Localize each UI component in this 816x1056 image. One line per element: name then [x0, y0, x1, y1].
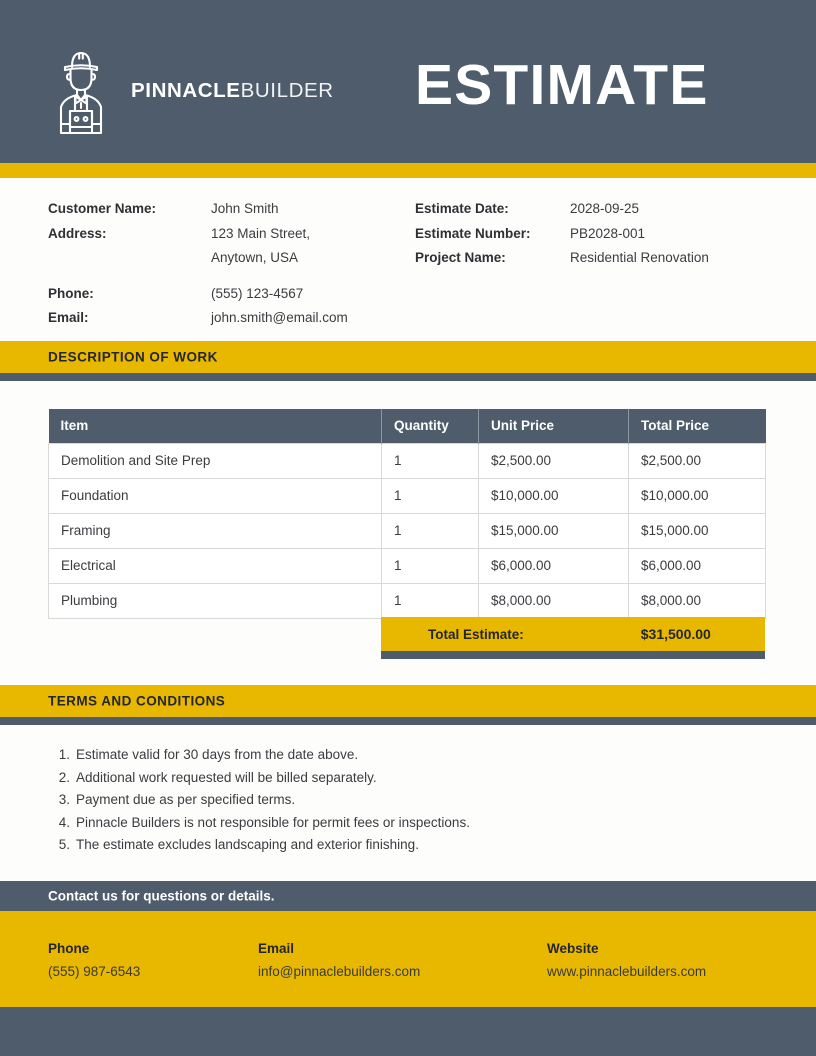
project-name-row — [415, 247, 795, 270]
customer-email-value: john.smith@email.com — [211, 310, 348, 325]
estimate-number-value: PB2028-001 — [570, 225, 646, 241]
table-row — [49, 549, 766, 584]
cell-item: Electrical — [49, 549, 382, 584]
cell-unit-price: $8,000.00 — [479, 584, 629, 619]
total-estimate-label: Total Estimate: — [428, 626, 524, 642]
cell-quantity: 1 — [382, 584, 479, 619]
cell-total-price: $6,000.00 — [629, 549, 766, 584]
column-header-quantity: Quantity — [382, 409, 479, 444]
list-item — [48, 834, 748, 856]
table-row — [49, 584, 766, 619]
total-estimate-bar-shadow — [381, 651, 765, 659]
cell-unit-price: $2,500.00 — [479, 444, 629, 479]
footer-website-value[interactable]: www.pinnaclebuilders.com — [547, 964, 707, 979]
brand-lockup — [48, 45, 334, 137]
brand-name — [131, 78, 334, 102]
column-header-item: Item — [49, 409, 382, 444]
column-header-total-price: Total Price — [629, 409, 766, 444]
term-text: Pinnacle Builders is not responsible for permit fees or inspections. — [76, 814, 470, 830]
total-estimate-value: $31,500.00 — [640, 626, 711, 642]
construction-worker-icon — [48, 45, 114, 137]
estimate-number-label: Estimate Number: — [415, 225, 531, 241]
cell-total-price: $10,000.00 — [629, 479, 766, 514]
list-item — [48, 744, 748, 766]
customer-name-row — [48, 198, 418, 221]
cell-unit-price: $15,000.00 — [479, 514, 629, 549]
cell-quantity: 1 — [382, 514, 479, 549]
footer-website-column — [547, 939, 706, 982]
cell-total-price: $2,500.00 — [629, 444, 766, 479]
customer-address-label: Address: — [48, 225, 107, 241]
cell-quantity: 1 — [382, 479, 479, 514]
footer-phone-heading: Phone — [48, 941, 90, 956]
cell-unit-price: $6,000.00 — [479, 549, 629, 584]
customer-phone-value: (555) 123-4567 — [211, 285, 304, 301]
project-name-value: Residential Renovation — [570, 250, 709, 265]
line-items-table — [48, 409, 766, 619]
meta-spacer — [48, 272, 418, 283]
cell-item: Demolition and Site Prep — [49, 444, 382, 479]
estimate-date-value: 2028-09-25 — [570, 201, 640, 216]
term-number: 1. — [58, 747, 70, 762]
customer-email-label: Email: — [48, 310, 89, 325]
term-number: 3. — [58, 792, 70, 807]
list-item — [48, 789, 748, 811]
term-text: Estimate valid for 30 days from the date above. — [76, 747, 359, 762]
customer-name-value: John Smith — [211, 201, 279, 216]
document-footer — [0, 911, 816, 1007]
term-text: The estimate excludes landscaping and exterior finishing. — [76, 837, 419, 852]
cell-item: Foundation — [49, 479, 382, 514]
estimate-date-label: Estimate Date: — [415, 201, 509, 216]
description-of-work-label: DESCRIPTION OF WORK — [48, 349, 218, 365]
customer-info-column — [48, 198, 418, 332]
contact-prompt-bar — [0, 881, 816, 911]
footer-bottom-band — [0, 1007, 816, 1056]
column-header-unit-price: Unit Price — [479, 409, 629, 444]
total-estimate-bar — [381, 617, 765, 651]
table-row — [49, 479, 766, 514]
cell-quantity: 1 — [382, 444, 479, 479]
customer-phone-label: Phone: — [48, 285, 94, 301]
list-item — [48, 767, 748, 789]
project-name-label: Project Name: — [415, 250, 506, 265]
customer-email-row — [48, 307, 418, 330]
document-header — [0, 0, 816, 163]
brand-name-strong: PINNACLE — [131, 78, 241, 102]
term-number: 2. — [58, 769, 70, 785]
customer-address-line1: 123 Main Street, — [211, 225, 311, 241]
cell-total-price: $8,000.00 — [629, 584, 766, 619]
term-text: Additional work requested will be billed separately. — [76, 769, 377, 785]
brand-name-light: BUILDER — [240, 78, 334, 102]
document-title: ESTIMATE — [415, 53, 709, 117]
customer-address-row — [48, 223, 418, 246]
description-of-work-banner — [0, 341, 816, 373]
customer-phone-row — [48, 283, 418, 306]
term-number: 5. — [58, 837, 70, 852]
estimate-info-column — [415, 198, 795, 272]
table-header-row — [49, 409, 766, 444]
terms-list — [48, 744, 748, 857]
customer-name-label: Customer Name: — [48, 201, 157, 216]
table-row — [49, 444, 766, 479]
customer-address-line2: Anytown, USA — [211, 250, 299, 265]
estimate-number-row — [415, 223, 795, 246]
description-of-work-banner-shadow — [0, 373, 816, 381]
contact-prompt-text: Contact us for questions or details. — [48, 888, 275, 904]
footer-email-value[interactable]: info@pinnaclebuilders.com — [258, 964, 421, 979]
customer-address-row-2 — [48, 247, 418, 270]
cell-item: Framing — [49, 514, 382, 549]
footer-website-heading: Website — [547, 941, 599, 956]
cell-unit-price: $10,000.00 — [479, 479, 629, 514]
header-accent-rule — [0, 163, 816, 178]
cell-total-price: $15,000.00 — [629, 514, 766, 549]
terms-and-conditions-label: TERMS AND CONDITIONS — [48, 693, 226, 709]
terms-and-conditions-banner-shadow — [0, 717, 816, 725]
footer-email-column — [258, 939, 420, 982]
estimate-date-row — [415, 198, 795, 221]
footer-phone-column — [48, 939, 140, 982]
term-number: 4. — [58, 814, 70, 830]
cell-item: Plumbing — [49, 584, 382, 619]
cell-quantity: 1 — [382, 549, 479, 584]
table-row — [49, 514, 766, 549]
footer-email-heading: Email — [258, 941, 295, 956]
footer-phone-value: (555) 987-6543 — [48, 964, 141, 979]
list-item — [48, 812, 748, 834]
term-text: Payment due as per specified terms. — [76, 792, 296, 807]
terms-and-conditions-banner — [0, 685, 816, 717]
